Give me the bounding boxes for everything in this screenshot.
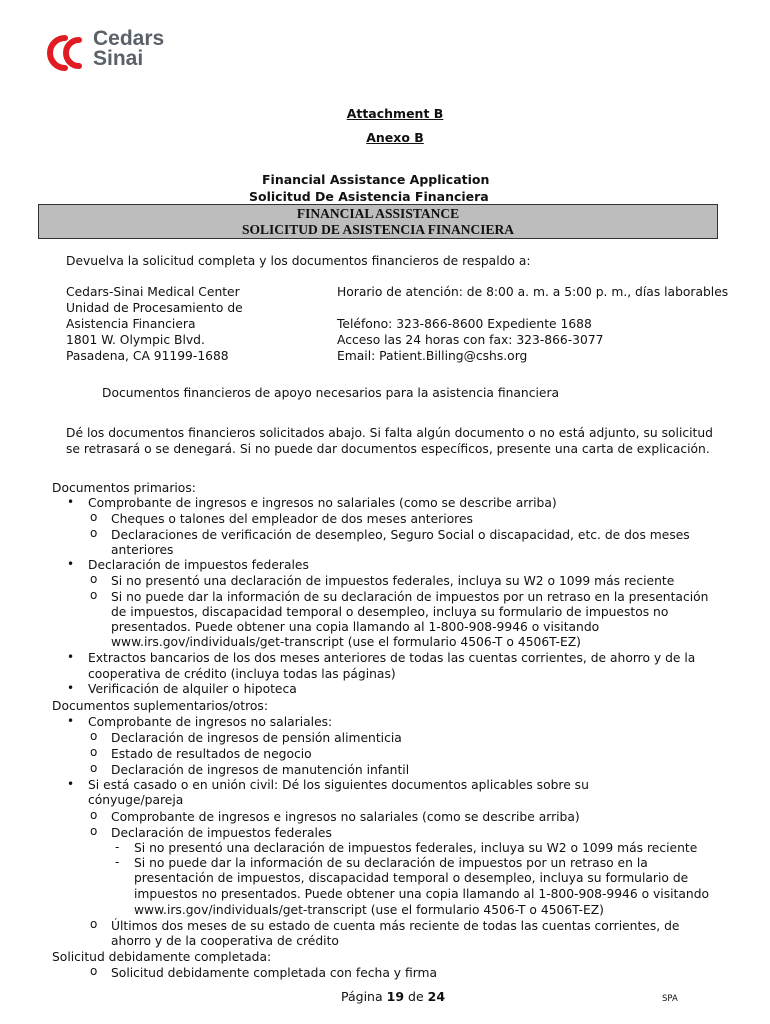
- list-item: Si no puede dar la información de su declaración de impuestos por un retraso en la: [134, 856, 648, 870]
- address-line: Unidad de Procesamiento de: [66, 301, 243, 315]
- list-item: Comprobante de ingresos e ingresos no salariales (como se describe arriba): [88, 496, 557, 510]
- documents-heading: Documentos financieros de apoyo necesarios para la asistencia financiera: [102, 386, 560, 400]
- total-pages: 24: [427, 989, 446, 1004]
- email-address: Email: Patient.Billing@cshs.org: [337, 349, 528, 363]
- list-item: Últimos dos meses de su estado de cuenta más reciente de todas las cuentas corrientes, de: [111, 919, 680, 933]
- circle-bullet: o: [90, 572, 98, 586]
- circle-bullet: o: [90, 745, 98, 759]
- list-item: Comprobante de ingresos no salariales:: [88, 715, 333, 729]
- banner-line-1: FINANCIAL ASSISTANCE: [296, 206, 460, 221]
- list-item: Declaraciones de verificación de desempleo, Seguro Social o discapacidad, etc. de dos meses: [111, 528, 690, 542]
- disc-bullet: •: [67, 495, 75, 509]
- disc-bullet: •: [67, 777, 75, 791]
- list-item-continuation: ahorro y de la cooperativa de crédito: [111, 934, 339, 948]
- circle-bullet: o: [90, 917, 98, 931]
- logo-line-1: Cedars: [93, 27, 165, 50]
- circle-bullet: o: [90, 964, 98, 978]
- disc-bullet: •: [67, 650, 75, 664]
- list-item: Declaración de impuestos federales: [88, 558, 309, 572]
- list-item-continuation: presentación de impuestos, discapacidad temporal o desempleo, incluya su formulario de: [134, 871, 689, 885]
- list-item-continuation: www.irs.gov/individuals/get-transcript (use el formulario 4506-T o 4506T-EZ): [134, 903, 604, 917]
- circle-bullet: o: [90, 729, 98, 743]
- list-item: Cheques o talones del empleador de dos meses anteriores: [111, 512, 473, 526]
- language-code: SPA: [662, 994, 678, 1004]
- disc-bullet: •: [67, 681, 75, 695]
- dash-bullet: -: [115, 855, 120, 869]
- section-banner: [38, 204, 718, 239]
- supplementary-documents-heading: Documentos suplementarios/otros:: [52, 699, 268, 713]
- current-page: 19: [386, 989, 405, 1004]
- list-item: Declaración de ingresos de manutención infantil: [111, 763, 410, 777]
- list-item: Si no presentó una declaración de impuestos federales, incluya su W2 o 1099 más reciente: [111, 574, 675, 588]
- page-of: de: [408, 989, 424, 1004]
- attachment-title-es: Anexo B: [366, 130, 424, 145]
- list-item-continuation: cónyuge/pareja: [88, 793, 184, 807]
- fax-number: Acceso las 24 horas con fax: 323-866-3077: [337, 333, 604, 347]
- address-line: Cedars-Sinai Medical Center: [66, 285, 240, 299]
- phone-number: Teléfono: 323-866-8600 Expediente 1688: [337, 317, 592, 331]
- list-item: Si no presentó una declaración de impuestos federales, incluya su W2 o 1099 más reciente: [134, 841, 698, 855]
- address-line: Asistencia Financiera: [66, 317, 196, 331]
- disc-bullet: •: [67, 557, 75, 571]
- list-item-continuation: impuestos no presentados. Puede obtener una copia llamando al 1-800-908-9946 o visitando: [134, 887, 710, 901]
- circle-bullet: o: [90, 588, 98, 602]
- list-item: Declaración de impuestos federales: [111, 826, 332, 840]
- circle-bullet: o: [90, 808, 98, 822]
- logo-wordmark: [93, 29, 164, 69]
- documents-intro: Dé los documentos financieros solicitados abajo. Si falta algún documento o no está adjunto, su solicitud: [66, 426, 713, 440]
- circle-bullet: o: [90, 824, 98, 838]
- list-item: Estado de resultados de negocio: [111, 747, 312, 761]
- list-item: Declaración de ingresos de pensión alimenticia: [111, 731, 402, 745]
- return-instruction: Devuelva la solicitud completa y los documentos financieros de respaldo a:: [66, 254, 531, 268]
- list-item-continuation: presentados. Puede obtener una copia llamando al 1-800-908-9946 o visitando: [111, 620, 600, 634]
- banner-line-2: SOLICITUD DE ASISTENCIA FINANCIERA: [242, 221, 514, 237]
- list-item: Si está casado o en unión civil: Dé los siguientes documentos aplicables sobre su: [88, 778, 589, 792]
- form-title-es: Solicitud De Asistencia Financiera: [249, 189, 489, 204]
- list-item-continuation: www.irs.gov/individuals/get-transcript (use el formulario 4506-T o 4506T-EZ): [111, 635, 581, 649]
- attachment-title-en: Attachment B: [346, 106, 444, 121]
- circle-bullet: o: [90, 761, 98, 775]
- list-item: Si no puede dar la información de su declaración de impuestos por un retraso en la presentación: [111, 590, 709, 604]
- page-number: [341, 989, 445, 1004]
- list-item-continuation: cooperativa de crédito (incluya todas las páginas): [88, 667, 396, 681]
- documents-intro: se retrasará o se denegará. Si no puede dar documentos específicos, presente una carta de explicación.: [66, 442, 710, 456]
- office-hours: Horario de atención: de 8:00 a. m. a 5:00 p. m., días laborables: [337, 285, 729, 299]
- address-line: Pasadena, CA 91199-1688: [66, 349, 229, 363]
- primary-documents-heading: Documentos primarios:: [52, 481, 196, 495]
- completed-application-heading: Solicitud debidamente completada:: [52, 950, 272, 964]
- list-item: Verificación de alquiler o hipoteca: [88, 682, 297, 696]
- dash-bullet: -: [115, 840, 120, 854]
- list-item-continuation: de impuestos, discapacidad temporal o desempleo, incluya su formulario de impuestos no: [111, 605, 669, 619]
- logo-line-2: Sinai: [93, 47, 144, 70]
- page-prefix: Página: [341, 989, 383, 1004]
- form-title-en: Financial Assistance Application: [262, 172, 490, 187]
- list-item: Extractos bancarios de los dos meses anteriores de todas las cuentas corrientes, de ahorro y de la: [88, 651, 696, 665]
- circle-bullet: o: [90, 510, 98, 524]
- list-item: Comprobante de ingresos e ingresos no salariales (como se describe arriba): [111, 810, 580, 824]
- circle-bullet: o: [90, 526, 98, 540]
- address-line: 1801 W. Olympic Blvd.: [66, 333, 205, 347]
- list-item-continuation: anteriores: [111, 543, 174, 557]
- list-item: Solicitud debidamente completada con fecha y firma: [111, 966, 438, 980]
- disc-bullet: •: [67, 714, 75, 728]
